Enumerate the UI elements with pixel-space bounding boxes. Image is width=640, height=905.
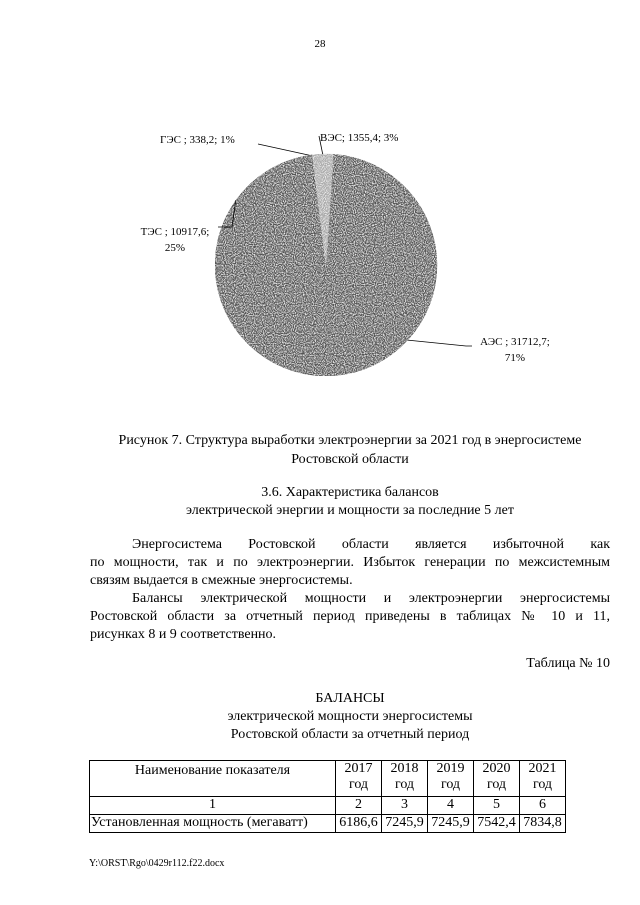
figure-caption-line2: Ростовской области — [291, 452, 409, 467]
table-cell: 5 — [474, 797, 520, 815]
pie-label-tes-line1: ТЭС ; 10917,6; — [140, 226, 210, 238]
table-header-row — [90, 761, 566, 797]
header-year-2017: 2017 год — [336, 761, 382, 797]
pie-slice-ТЭС — [215, 156, 326, 282]
table-cell: 7245,9 — [382, 815, 428, 833]
table-cell: 2 — [336, 797, 382, 815]
table-row — [90, 815, 566, 833]
table-cell: 4 — [428, 797, 474, 815]
header-year-2018: 2018 год — [382, 761, 428, 797]
table-row-label: Установленная мощность (мегаватт) — [90, 815, 336, 833]
pie-label-ges — [160, 132, 235, 148]
pie-label-aes-line2: 71% — [504, 352, 526, 364]
paragraph-2-line3: рисунках 8 и 9 соответственно. — [90, 627, 277, 642]
pie-label-tes-line2: 25% — [164, 242, 186, 254]
table-cell: 7245,9 — [428, 815, 474, 833]
header-year-2021: 2021 год — [520, 761, 566, 797]
leader-line-ГЭС — [258, 144, 309, 155]
table-title — [60, 690, 640, 744]
pie-label-ves-text: ВЭС; 1355,4; 3% — [320, 132, 399, 144]
figure-caption-line1: Рисунок 7. Структура выработки электроэнергии за 2021 год в энергосистеме — [118, 433, 582, 448]
table-cell: 6186,6 — [336, 815, 382, 833]
paragraph-2-line1: Балансы электрической мощности и электроэнергии энергосистемы — [132, 591, 610, 606]
table-cell: 7542,4 — [474, 815, 520, 833]
paragraph-2 — [90, 590, 610, 644]
table-numbering-row — [90, 797, 566, 815]
table-cell: 1 — [90, 797, 336, 815]
pie-label-ves — [320, 130, 398, 146]
table-number: Таблица № 10 — [526, 656, 610, 671]
paragraph-2-line2: Ростовской области за отчетный период приведены в таблицах № 10 и 11, — [90, 609, 610, 624]
paragraph-1 — [90, 536, 610, 590]
table-title-line3: Ростовской области за отчетный период — [230, 727, 470, 742]
pie-label-aes-line1: АЭС ; 31712,7; — [480, 336, 550, 348]
pie-label-aes — [470, 334, 560, 366]
figure-caption — [60, 431, 640, 469]
table-cell: 3 — [382, 797, 428, 815]
section-heading — [60, 484, 640, 520]
pie-label-ges-text: ГЭС ; 338,2; 1% — [160, 134, 235, 146]
paragraph-1-line1: Энергосистема Ростовской области является избыточной как — [132, 537, 610, 552]
paragraph-1-line3: связям выдается в смежные энергосистемы. — [90, 573, 353, 588]
table-cell: 6 — [520, 797, 566, 815]
header-year-2020: 2020 год — [474, 761, 520, 797]
table-title-line2: электрической мощности энергосистемы — [227, 709, 473, 724]
section-heading-line2: электрической энергии и мощности за последние 5 лет — [186, 503, 514, 518]
capacity-balance-table — [89, 760, 566, 833]
page-number: 28 — [314, 38, 326, 50]
pie-label-tes — [132, 224, 218, 256]
table-title-line1: БАЛАНСЫ — [315, 691, 385, 706]
leader-line-АЭС — [408, 340, 472, 346]
table-cell: 7834,8 — [520, 815, 566, 833]
header-year-2019: 2019 год — [428, 761, 474, 797]
file-path-footer: Y:\ORST\Rgo\0429r112.f22.docx — [89, 858, 225, 869]
paragraph-1-line2: по мощности, так и по электроэнергии. Избыток генерации по межсистемным — [90, 555, 610, 570]
header-indicator: Наименование показателя — [90, 761, 336, 797]
section-heading-line1: 3.6. Характеристика балансов — [261, 485, 439, 500]
